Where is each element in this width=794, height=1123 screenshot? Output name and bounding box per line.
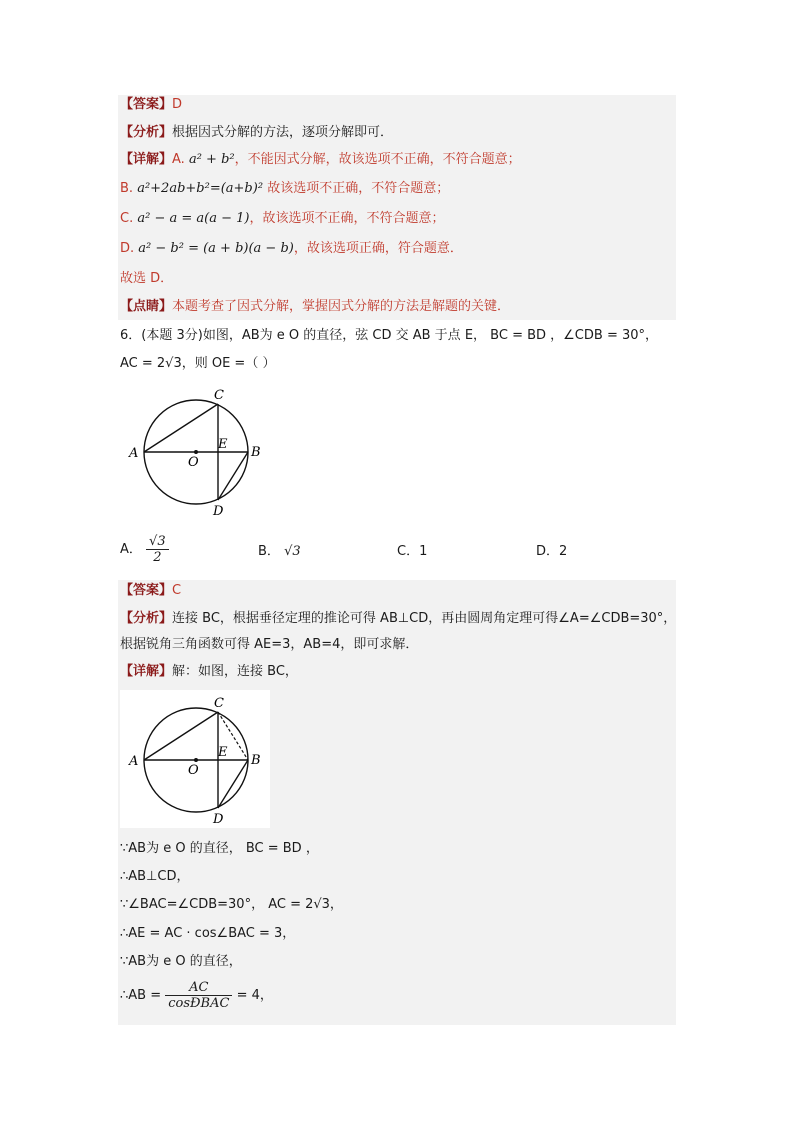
detail-tag: 【详解】 xyxy=(120,152,173,167)
option-c: C．1 xyxy=(397,544,428,559)
option-b-math: a²+2ab+b²=(a+b)² xyxy=(137,181,264,196)
label-e: E xyxy=(218,437,228,452)
q6-stem-line1: 6．(本题 3分)如图，AB为 e O 的直径，弦 CD 交 AB 于点 E， BC = BD ，∠CDB = 30°， xyxy=(120,328,659,343)
step6-prefix: ∴AB = xyxy=(120,988,162,1003)
label-e: E xyxy=(218,745,228,760)
analysis-tag: 【分析】 xyxy=(120,125,173,140)
option-a-text: ，不能因式分解，故该选项不正确，不符合题意； xyxy=(234,152,521,167)
segment-ac xyxy=(144,712,218,760)
option-a-label: A． xyxy=(120,542,142,557)
q5-comment xyxy=(120,298,510,316)
solution-figure xyxy=(120,693,270,828)
detail-tag: 【详解】 xyxy=(120,664,173,679)
option-d-math: a² − b² = (a + b)(a − b) xyxy=(138,241,294,256)
label-o: O xyxy=(188,455,199,470)
label-o: O xyxy=(188,763,199,778)
q6-analysis-line2: 根据锐角三角函数可得 AE=3，AB=4，即可求解． xyxy=(120,637,419,652)
label-c: C xyxy=(214,388,224,403)
q5-conclusion: 故选 D． xyxy=(120,271,174,286)
option-a xyxy=(120,534,169,565)
center-point xyxy=(194,758,198,762)
q6-stem-line2: AC = 2√3，则 OE =（ ） xyxy=(120,356,276,371)
q6-step4: ∴AE = AC · cos∠BAC = 3， xyxy=(120,926,296,941)
comment-text: 本题考查了因式分解，掌握因式分解的方法是解题的关键． xyxy=(172,299,511,314)
fraction-numerator: √3 xyxy=(146,534,169,550)
label-c: C xyxy=(214,696,224,711)
option-c-math: a² − a = a(a − 1) xyxy=(137,211,250,226)
label-a: A xyxy=(129,446,139,461)
q6-detail-intro xyxy=(120,663,298,681)
option-b xyxy=(258,543,301,561)
option-b-value: √3 xyxy=(284,544,301,559)
q6-step1: ∵AB为 e O 的直径， BC = BD ， xyxy=(120,841,319,856)
q5-detail-c xyxy=(120,210,444,228)
answer-tag: 【答案】 xyxy=(120,97,173,112)
q5-detail-b xyxy=(120,180,449,198)
analysis-text-1: 连接 BC，根据垂径定理的推论可得 AB⊥CD，再由圆周角定理可得∠A=∠CDB=30°， xyxy=(172,611,677,626)
q6-analysis-line1 xyxy=(120,610,676,628)
q6-step3: ∵∠BAC=∠CDB=30°， AC = 2√3， xyxy=(120,897,343,912)
analysis-tag: 【分析】 xyxy=(120,611,173,626)
label-b: B xyxy=(251,753,261,768)
q5-answer xyxy=(120,96,182,114)
fraction-numerator: AC xyxy=(165,980,232,996)
q6-step5: ∵AB为 e O 的直径， xyxy=(120,954,242,969)
option-b-label: B. xyxy=(120,181,134,196)
option-c-text: ，故该选项不正确，不符合题意； xyxy=(249,211,445,226)
segment-bd xyxy=(218,760,248,808)
option-a-fraction xyxy=(146,534,169,565)
comment-tag: 【点睛】 xyxy=(120,299,173,314)
label-a: A xyxy=(129,754,139,769)
answer-tag: 【答案】 xyxy=(120,583,173,598)
option-b-label: B． xyxy=(258,544,280,559)
analysis-text: 根据因式分解的方法，逐项分解即可． xyxy=(172,125,394,140)
fraction-denominator: cosÐBAC xyxy=(168,996,230,1011)
option-c-label: C. xyxy=(120,211,134,226)
option-d: D．2 xyxy=(536,544,568,559)
option-d-label: D. xyxy=(120,241,135,256)
detail-intro-text: 解：如图，连接 BC， xyxy=(172,664,298,679)
option-d-text: ，故该选项正确，符合题意． xyxy=(293,241,463,256)
q6-step6 xyxy=(120,980,273,1011)
option-a-label: A. xyxy=(172,152,185,167)
segment-ac xyxy=(144,404,218,452)
q6-step2: ∴AB⊥CD， xyxy=(120,869,190,884)
option-a-math: a² + b² xyxy=(188,152,235,167)
q6-answer xyxy=(120,582,181,600)
q5-analysis xyxy=(120,124,393,142)
label-d: D xyxy=(213,504,224,519)
fraction-denominator: 2 xyxy=(153,550,162,565)
q5-detail-d xyxy=(120,240,463,258)
center-point xyxy=(194,450,198,454)
segment-bd xyxy=(218,452,248,500)
label-d: D xyxy=(213,812,224,827)
q6-figure xyxy=(120,385,270,520)
step6-suffix: = 4， xyxy=(236,988,273,1003)
answer-value: C xyxy=(172,583,182,598)
answer-value: D xyxy=(172,97,183,112)
label-b: B xyxy=(251,445,261,460)
option-b-text: 故该选项不正确，不符合题意； xyxy=(267,181,450,196)
step6-fraction xyxy=(165,980,232,1011)
q5-detail-a xyxy=(120,151,521,169)
